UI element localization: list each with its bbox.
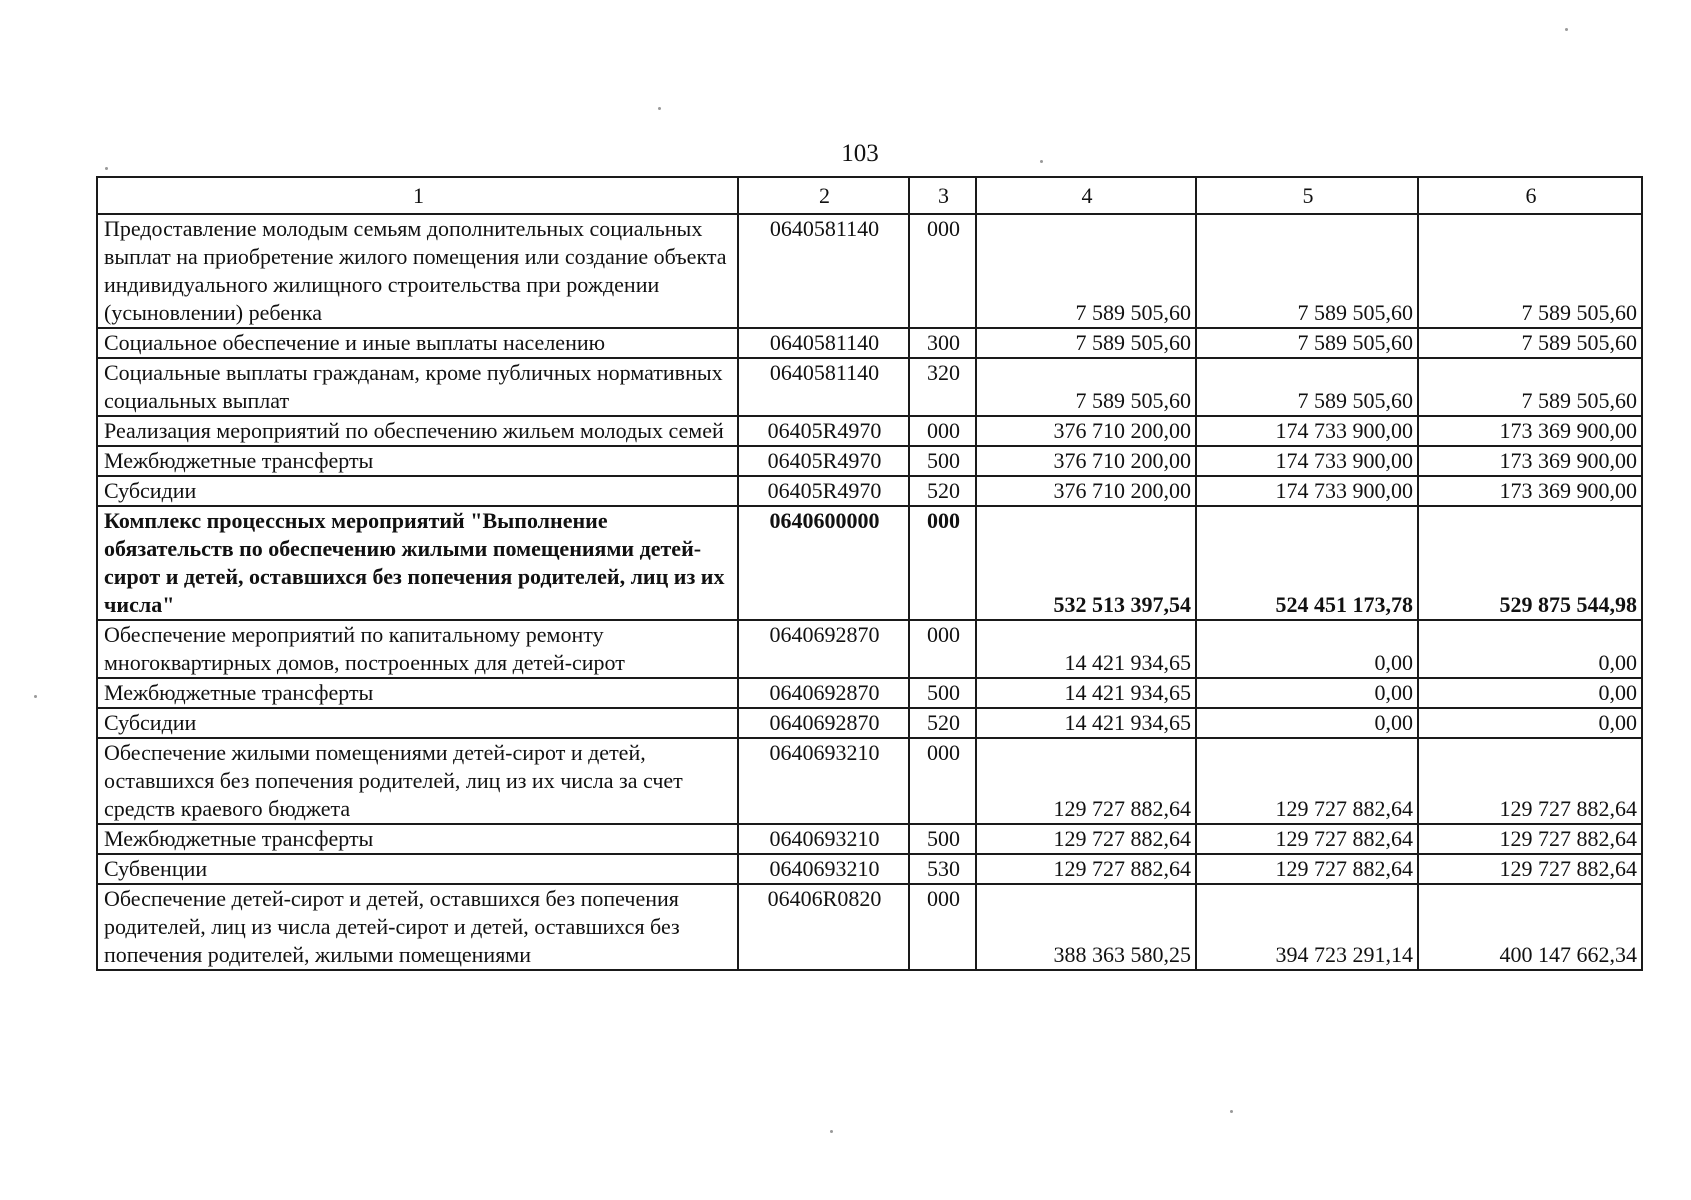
row-name-cell: Комплекс процессных мероприятий "Выполнение обязательств по обеспечению жилыми помещениями детей-сирот и детей, оставшихся без попечения родителей, лиц из их числа" [97,506,738,620]
row-code-cell: 0640693210 [738,854,909,884]
row-value-5-cell: 174 733 900,00 [1196,416,1418,446]
row-value-4-cell: 7 589 505,60 [976,214,1196,328]
row-code-cell: 06405R4970 [738,476,909,506]
row-name-cell: Межбюджетные трансферты [97,678,738,708]
row-name-cell: Межбюджетные трансферты [97,824,738,854]
row-code-cell: 06406R0820 [738,884,909,970]
row-value-4-cell: 14 421 934,65 [976,620,1196,678]
row-value-4-cell: 532 513 397,54 [976,506,1196,620]
row-name-cell: Обеспечение мероприятий по капитальному ремонту многоквартирных домов, построенных для детей-сирот [97,620,738,678]
row-code-cell: 0640581140 [738,358,909,416]
row-name-cell: Субсидии [97,476,738,506]
row-value-5-cell: 7 589 505,60 [1196,214,1418,328]
table-row [97,214,1642,328]
row-value-6-cell: 400 147 662,34 [1418,884,1642,970]
row-code-cell: 0640581140 [738,328,909,358]
row-type-cell: 000 [909,214,976,328]
column-header-6: 6 [1418,177,1642,214]
row-value-6-cell: 173 369 900,00 [1418,476,1642,506]
row-type-cell: 530 [909,854,976,884]
row-value-6-cell: 129 727 882,64 [1418,824,1642,854]
row-type-cell: 500 [909,678,976,708]
table-row [97,416,1642,446]
scan-speck [105,167,108,170]
column-header-4: 4 [976,177,1196,214]
scan-speck [658,107,661,110]
row-code-cell: 0640693210 [738,824,909,854]
table-row [97,328,1642,358]
table-row [97,476,1642,506]
table-row [97,738,1642,824]
row-value-6-cell: 129 727 882,64 [1418,854,1642,884]
row-name-cell: Субвенции [97,854,738,884]
row-value-4-cell: 376 710 200,00 [976,476,1196,506]
row-value-6-cell: 0,00 [1418,708,1642,738]
row-value-5-cell: 174 733 900,00 [1196,476,1418,506]
row-value-4-cell: 7 589 505,60 [976,328,1196,358]
row-type-cell: 520 [909,476,976,506]
table-row [97,506,1642,620]
table-row [97,620,1642,678]
row-name-cell: Обеспечение детей-сирот и детей, оставшихся без попечения родителей, лиц из числа детей-сирот и детей, оставшихся без попечения родителей, жилыми помещениями [97,884,738,970]
row-code-cell: 0640692870 [738,678,909,708]
row-value-4-cell: 129 727 882,64 [976,854,1196,884]
row-code-cell: 0640692870 [738,620,909,678]
row-type-cell: 300 [909,328,976,358]
table-row [97,358,1642,416]
row-code-cell: 0640692870 [738,708,909,738]
row-value-6-cell: 173 369 900,00 [1418,416,1642,446]
table-row [97,678,1642,708]
column-header-3: 3 [909,177,976,214]
row-value-6-cell: 129 727 882,64 [1418,738,1642,824]
column-header-2: 2 [738,177,909,214]
scan-speck [1040,160,1043,163]
row-type-cell: 520 [909,708,976,738]
row-type-cell: 500 [909,824,976,854]
row-name-cell: Реализация мероприятий по обеспечению жильем молодых семей [97,416,738,446]
row-value-5-cell: 0,00 [1196,678,1418,708]
row-value-4-cell: 376 710 200,00 [976,416,1196,446]
scan-speck [830,1130,833,1133]
table-row [97,824,1642,854]
row-value-4-cell: 388 363 580,25 [976,884,1196,970]
row-type-cell: 000 [909,884,976,970]
row-value-4-cell: 129 727 882,64 [976,824,1196,854]
row-value-4-cell: 14 421 934,65 [976,708,1196,738]
row-value-5-cell: 129 727 882,64 [1196,854,1418,884]
row-code-cell: 0640581140 [738,214,909,328]
row-code-cell: 06405R4970 [738,416,909,446]
row-type-cell: 000 [909,738,976,824]
table-body [97,177,1642,970]
row-value-5-cell: 7 589 505,60 [1196,358,1418,416]
row-code-cell: 0640693210 [738,738,909,824]
row-value-5-cell: 524 451 173,78 [1196,506,1418,620]
row-name-cell: Социальное обеспечение и иные выплаты населению [97,328,738,358]
scan-speck [34,695,37,698]
row-name-cell: Обеспечение жилыми помещениями детей-сирот и детей, оставшихся без попечения родителей, лиц из их числа за счет средств краевого бюджета [97,738,738,824]
row-value-5-cell: 0,00 [1196,620,1418,678]
row-value-4-cell: 129 727 882,64 [976,738,1196,824]
row-value-6-cell: 7 589 505,60 [1418,214,1642,328]
row-type-cell: 320 [909,358,976,416]
row-value-4-cell: 7 589 505,60 [976,358,1196,416]
row-value-6-cell: 173 369 900,00 [1418,446,1642,476]
row-value-4-cell: 14 421 934,65 [976,678,1196,708]
row-value-6-cell: 529 875 544,98 [1418,506,1642,620]
scan-speck [1230,1110,1233,1113]
row-value-5-cell: 174 733 900,00 [1196,446,1418,476]
row-type-cell: 000 [909,416,976,446]
row-value-5-cell: 129 727 882,64 [1196,738,1418,824]
row-name-cell: Межбюджетные трансферты [97,446,738,476]
row-name-cell: Субсидии [97,708,738,738]
row-name-cell: Предоставление молодым семьям дополнительных социальных выплат на приобретение жилого помещения или создание объекта индивидуального жилищного строительства при рождении (усыновлении) ребенка [97,214,738,328]
row-value-6-cell: 7 589 505,60 [1418,328,1642,358]
row-value-5-cell: 7 589 505,60 [1196,328,1418,358]
table-row [97,708,1642,738]
row-code-cell: 06405R4970 [738,446,909,476]
row-value-4-cell: 376 710 200,00 [976,446,1196,476]
row-code-cell: 0640600000 [738,506,909,620]
header-row [97,177,1642,214]
row-value-5-cell: 394 723 291,14 [1196,884,1418,970]
row-type-cell: 000 [909,506,976,620]
page-number: 103 [841,140,879,167]
row-value-6-cell: 0,00 [1418,678,1642,708]
row-value-5-cell: 0,00 [1196,708,1418,738]
column-header-5: 5 [1196,177,1418,214]
row-value-5-cell: 129 727 882,64 [1196,824,1418,854]
row-type-cell: 500 [909,446,976,476]
row-name-cell: Социальные выплаты гражданам, кроме публичных нормативных социальных выплат [97,358,738,416]
row-value-6-cell: 7 589 505,60 [1418,358,1642,416]
table-row [97,446,1642,476]
table-row [97,854,1642,884]
row-type-cell: 000 [909,620,976,678]
scan-speck [1565,28,1568,31]
budget-table [96,176,1643,971]
table-row [97,884,1642,970]
row-value-6-cell: 0,00 [1418,620,1642,678]
column-header-1: 1 [97,177,738,214]
